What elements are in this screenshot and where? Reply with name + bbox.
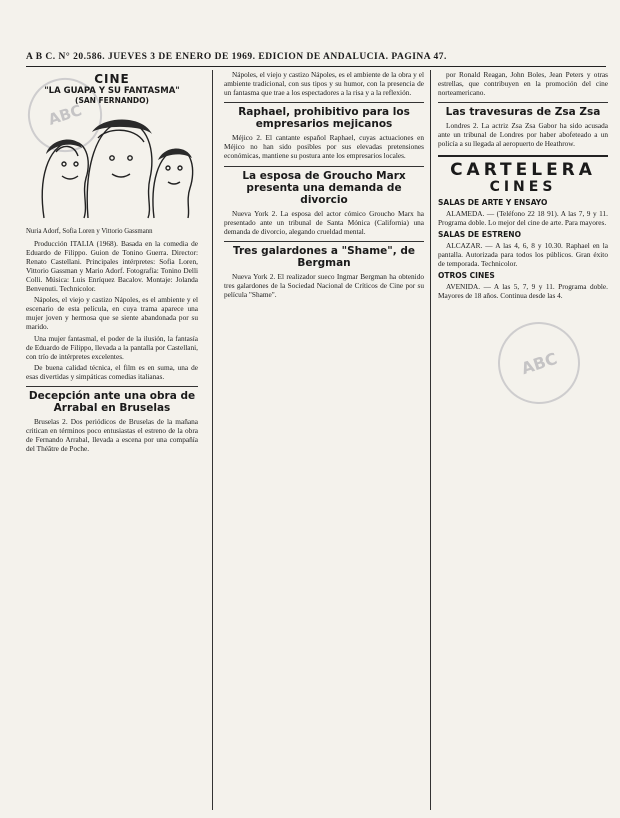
section-title: CINE [94,72,130,86]
article-body: Nueva York 2. La esposa del actor cómico Groucho Marx ha presentado ante un tribunal de Santa Mónica (California) una demanda de divorcio, alegando crueldad mental. [224,208,424,236]
column-middle [224,70,424,301]
column-right [438,70,608,302]
illustration-caption: Nuria Adorf, Sofia Loren y Vittorio Gassmann [26,228,153,235]
column-left [26,70,198,455]
abc-watermark-seal-right: ABC [487,311,590,414]
article-headline: Tres galardones a "Shame", de Bergman [224,241,424,269]
review-paragraph: Nápoles, el viejo y castizo Nápoles, es el ambiente y el escenario de esta película, en cuya trama aparece una mujer joven y hermosa que se siente abandonada por su marido. [26,295,198,332]
listing-entry: AVENIDA. — A las 5, 7, 9 y 11. Programa doble. Mayores de 18 años. Continua desde las 4. [438,282,608,301]
article-headline: La esposa de Groucho Marx presenta una demanda de divorcio [224,166,424,206]
article-body: Londres 2. La actriz Zsa Zsa Gabor ha sido acusada ante un tribunal de Londres por haber abofeteado a un policía a su llegada al aeropuerto de Heathrow. [438,121,608,149]
film-illustration [26,108,198,228]
article-body: por Ronald Reagan, John Boles, Jean Peters y otras estrellas, que contribuyen en la promoción del cine norteamericano. [438,70,608,98]
article-body: Nueva York 2. El realizador sueco Ingmar Bergman ha obtenido tres galardones de la Sociedad Nacional de Críticos de Cine por su película "Shame". [224,271,424,300]
film-venue: (SAN FERNANDO) [75,96,149,105]
article-body: Bruselas 2. Dos periódicos de Bruselas de la mañana critican en términos poco entusiastas el estreno de la obra de Fernando Arrabal, llevada a escena por una compañía del Théâtre de Poche. [26,417,198,454]
article-headline: Raphael, prohibitivo para los empresarios mejicanos [224,102,424,130]
column-separator [212,70,213,810]
listings-section-heading: SALAS DE ESTRENO [438,229,521,239]
listing-entry: ALCAZAR. — A las 4, 6, 8 y 10.30. Raphael en la pantalla. Autorizada para todos los públicos. Gran éxito de temporada. Technicolor. [438,240,608,268]
abc-watermark-seal-left: ABC [18,68,111,161]
review-paragraph: De buena calidad técnica, el film es en suma, una de esas divertidas y simpáticas comedias italianas. [26,362,198,381]
review-paragraph: Una mujer fantasmal, el poder de la ilusión, la fantasía de Eduardo de Filippo, llevada a la pantalla por Castellani, con trío de intérpretes excelentes. [26,333,198,361]
listings-title: CARTELERA [438,155,608,179]
listing-entry: ALAMEDA. — (Teléfono 22 18 91). A las 7, 9 y 11. Programa doble. Lo mejor del cine de arte. Para mayores. [438,208,608,227]
article-headline: Las travesuras de Zsa Zsa [438,102,608,118]
page-header: A B C. N° 20.586. JUEVES 3 DE ENERO DE 1969. EDICION DE ANDALUCIA. PAGINA 47. [26,52,606,67]
film-credits: Producción ITALIA (1968). Basada en la comedia de Eduardo de Filippo. Guion de Tonino Guerra. Director: Renato Castellani. Principales intérpretes: Sofia Loren, Vittorio Gassman y Mario Adorf. Fotografía: Tonino Delli Colli. Música: Luis Enríquez Bacalov. Montaje: Jolanda Benvenuti. Technicolor. [26,238,198,294]
article-headline: Decepción ante una obra de Arrabal en Bruselas [26,386,198,414]
column-separator [430,70,431,810]
article-body: Nápoles, el viejo y castizo Nápoles, es el ambiente de la obra y el ambiente tradicional, con sus tipos y su humor, con la presencia de un fantasma que trae a los espectadores a la risa y a la reflexión. [224,70,424,98]
listings-subtitle: CINES [489,178,557,195]
listings-section-heading: SALAS DE ARTE Y ENSAYO [438,197,548,207]
film-title: "LA GUAPA Y SU FANTASMA" [44,86,180,96]
article-body: Méjico 2. El cantante español Raphael, cuyas actuaciones en Méjico no han sido posibles por sus elevadas pretensiones económicas, mantiene su postura ante los empresarios locales. [224,133,424,161]
listings-section-heading: OTROS CINES [438,271,495,281]
